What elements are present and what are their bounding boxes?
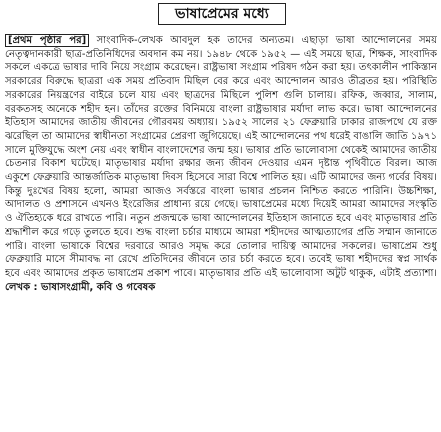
article-body-text: সাংবাদিক-লেখক আবদুল হক তাদের অন্যতম। এছাড়া ভাষা আন্দোলনের সময় নেতৃত্বদানকারী ছাত্র-প্রতিনিধিদের অবদান কম নয়। ১৯৪৮ থেকে ১৯৫২ — এই সময়ে ছাত্র, শিক্ষক, সাংবাদিক সকলে একত্রে ভাষার দাবি নিয়ে সংগ্রাম করেছেন। রাষ্ট্রভাষা সংগ্রাম পরিষদ গঠন করা হয়। তৎকালীন পাকিস্তান সরকারের বিরুদ্ধে ছাত্ররা এক সময় প্রতিবাদ মিছিল বের করে এবং আন্দোলন আরও তীব্রতর হয়। পরিস্থিতি সরকারের নিয়ন্ত্রণের বাইরে চলে যায় এবং ছাত্রদের মিছিলে পুলিশ গুলি চালায়। রফিক, জব্বার, সালাম, বরকতসহ অনেকে শহীদ হন। তাঁদের রক্তের বিনিময়ে বাংলা রাষ্ট্রভাষার মর্যাদা লাভ করে। ভাষা আন্দোলনের ইতিহাস আমাদের জাতীয় জীবনের গৌরবময় অধ্যায়। ১৯৫২ সালের ২১ ফেব্রুয়ারি ঢাকার রাজপথে যে রক্ত ঝরেছিল তা আমাদের স্বাধীনতা সংগ্রামের প্রেরণা জুগিয়েছে। এই আন্দোলনের পথ ধরেই বাঙালি জাতি ১৯৭১ সালে মুক্তিযুদ্ধে অংশ নেয় এবং স্বাধীন বাংলাদেশের জন্ম হয়। ভাষার প্রতি ভালোবাসা থেকেই আমাদের জাতীয় চেতনার বিকাশ ঘটেছে। মাতৃভাষার মর্যাদা রক্ষার জন্য জীবন দেওয়ার এমন দৃষ্টান্ত পৃথিবীতে বিরল। আজ একুশে ফেব্রুয়ারি আন্তর্জাতিক মাতৃভাষা দিবস হিসেবে সারা বিশ্বে পালিত হয়। এটি আমাদের জন্য গর্বের বিষয়। কিন্তু দুঃখের বিষয় হলো, আমরা আজও সর্বস্তরে বাংলা ভাষার প্রচলন নিশ্চিত করতে পারিনি। উচ্চশিক্ষা, আদালত ও প্রশাসনে এখনও ইংরেজির প্রাধান্য রয়ে গেছে। ভাষাপ্রেমের মধ্যে দিয়েই আমরা আমাদের সংস্কৃতি ও ঐতিহ্যকে ধরে রাখতে পারি। নতুন প্রজন্মকে ভাষা আন্দোলনের ইতিহাস জানাতে হবে এবং মাতৃভাষার প্রতি শ্রদ্ধাশীল করে গড়ে তুলতে হবে। শুদ্ধ বাংলা চর্চার মাধ্যমে আমরা শহীদদের আত্মত্যাগের প্রতি সম্মান জানাতে পারি। বাংলা ভাষাকে বিশ্বের দরবারে আরও সমৃদ্ধ করে তোলার দায়িত্ব আমাদের সকলের। ভাষাপ্রেম শুধু ফেব্রুয়ারি মাসে সীমাবদ্ধ না রেখে প্রতিদিনের জীবনে তার চর্চা করতে হবে। তবেই ভাষা শহীদদের স্বপ্ন সার্থক হবে এবং আমাদের প্রকৃত ভাষাপ্রেম প্রকাশ পাবে। মাতৃভাষার প্রতি এই ভালোবাসা অটুট থাকুক, এটাই প্রত্যাশা।: [5, 35, 437, 279]
article-title: ভাষাপ্রেমের মধ্যে: [158, 3, 286, 25]
article-body: [5, 34, 437, 426]
author-byline: লেখক : ভাষাসংগ্রামী, কবি ও গবেষক: [5, 281, 156, 293]
continuation-marker: [প্রথম পৃষ্ঠার পর]: [5, 34, 89, 47]
